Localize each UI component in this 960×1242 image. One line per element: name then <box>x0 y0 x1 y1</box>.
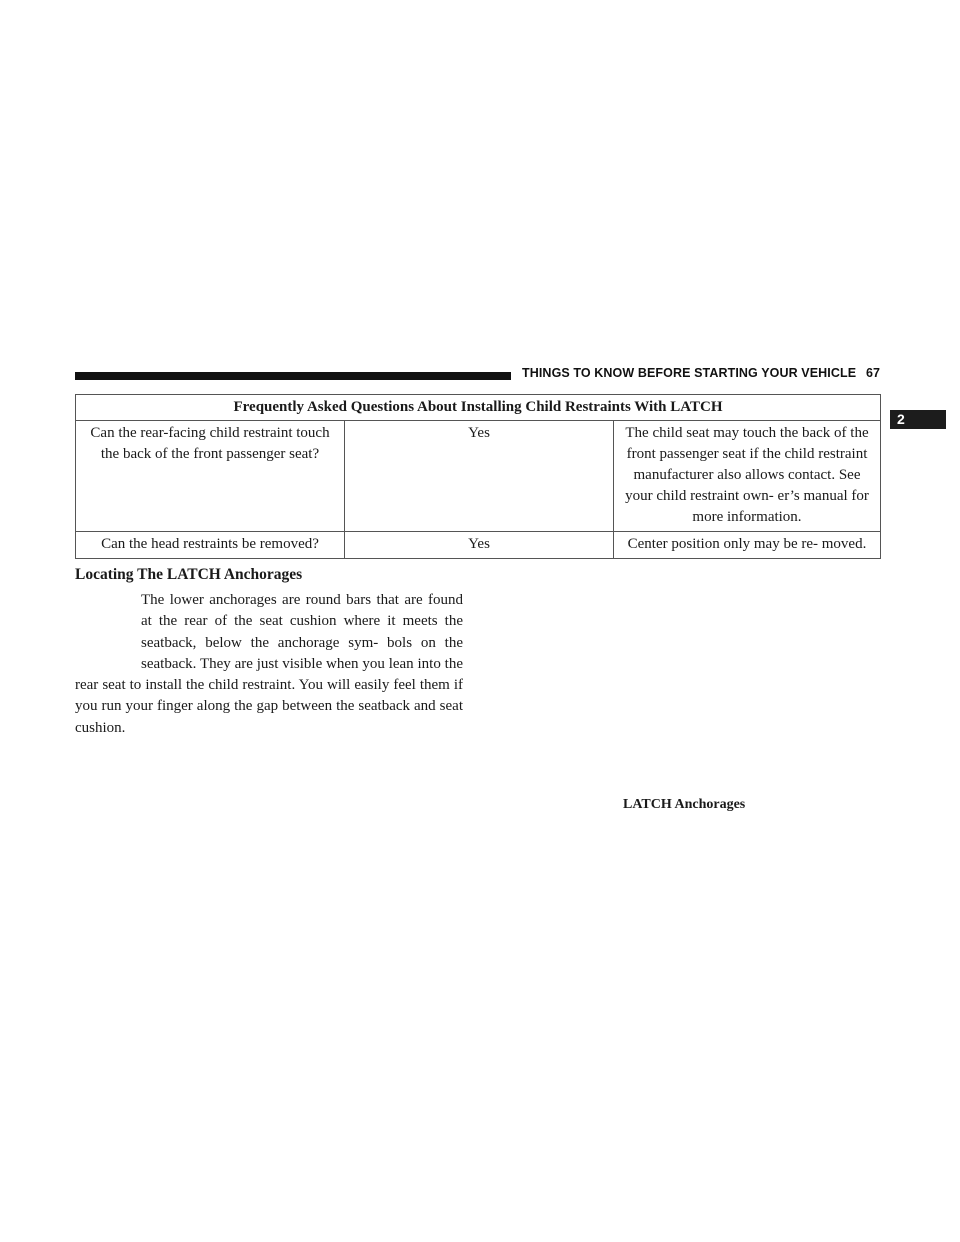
table-row <box>76 421 881 532</box>
faq-question: Can the rear-facing child restraint touch the back of the front passenger seat? <box>76 421 345 532</box>
body-paragraph <box>75 590 463 739</box>
faq-note: The child seat may touch the back of the front passenger seat if the child restraint manufacturer also allows contact. See your child restraint own- er’s manual for more information. <box>614 421 881 532</box>
symbol-placeholder <box>75 590 141 675</box>
faq-answer: Yes <box>345 421 614 532</box>
running-header-title: THINGS TO KNOW BEFORE STARTING YOUR VEHICLE <box>522 366 857 380</box>
page-number: 67 <box>866 366 880 380</box>
faq-table-title-row <box>76 395 881 421</box>
table-row <box>76 532 881 559</box>
faq-answer: Yes <box>345 532 614 559</box>
faq-table-title: Frequently Asked Questions About Installing Child Restraints With LATCH <box>76 395 881 421</box>
faq-table <box>75 394 881 559</box>
faq-note: Center position only may be re- moved. <box>614 532 881 559</box>
figure-caption: LATCH Anchorages <box>623 797 746 812</box>
body-text: The lower anchorages are round bars that are found at the rear of the seat cushion where it meets the seatback, below the anchorage sym- bols on the seatback. They are just visible when you lean into the rear seat to install the child restraint. You will easily feel them if you run your finger along the gap between the seatback and seat cushion. <box>75 592 463 736</box>
section-heading: Locating The LATCH Anchorages <box>75 566 303 583</box>
chapter-tab[interactable]: 2 <box>890 410 946 429</box>
header-rule <box>75 372 511 380</box>
faq-question: Can the head restraints be removed? <box>76 532 345 559</box>
